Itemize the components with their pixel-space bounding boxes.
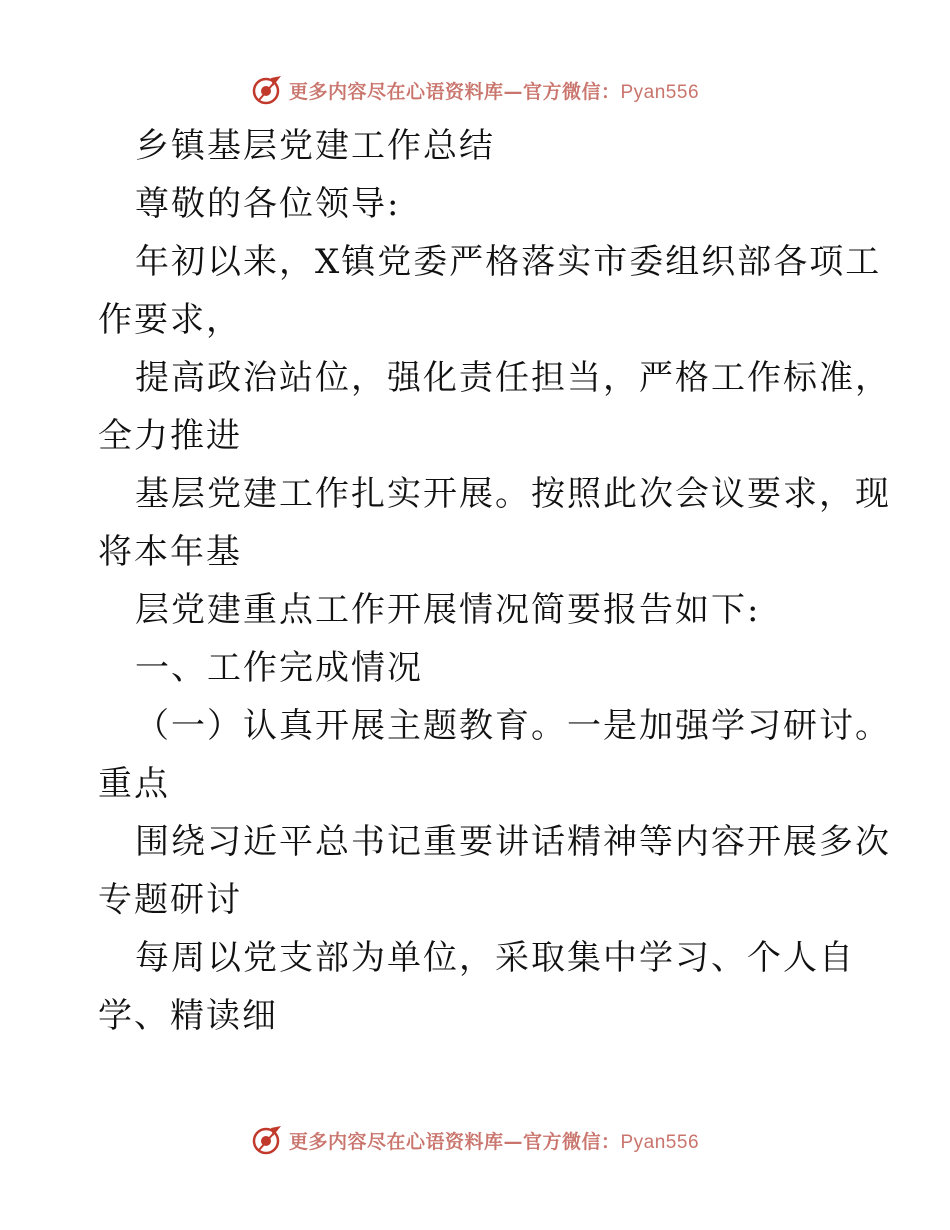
continuation-line: 学、精读细 <box>98 996 278 1036</box>
paragraph-line: 提高政治站位，强化责任担当，严格工作标准， <box>135 358 891 398</box>
continuation-line: 重点 <box>98 764 170 804</box>
continuation-line: 将本年基 <box>98 532 242 572</box>
paragraph-line: 基层党建工作扎实开展。按照此次会议要求，现 <box>135 474 891 514</box>
watermark-header <box>0 70 950 110</box>
watermark-text: 更多内容尽在心语资料库—官方微信：Pyan556 <box>288 80 700 103</box>
watermark-text: 更多内容尽在心语资料库—官方微信：Pyan556 <box>288 1130 700 1153</box>
continuation-line: 作要求， <box>98 300 242 340</box>
continuation-line: 专题研讨 <box>98 880 242 920</box>
paragraph-line: 每周以党支部为单位，采取集中学习、个人自 <box>135 938 855 978</box>
quill-logo-icon <box>251 74 283 106</box>
quill-logo-icon <box>251 1124 283 1156</box>
paragraph-line: 乡镇基层党建工作总结 <box>135 126 495 166</box>
paragraph-line: 尊敬的各位领导: <box>135 184 401 224</box>
paragraph-line: （一）认真开展主题教育。一是加强学习研讨。 <box>135 706 891 746</box>
watermark-footer <box>0 1120 950 1160</box>
paragraph-line: 围绕习近平总书记重要讲话精神等内容开展多次 <box>135 822 891 862</box>
document-body <box>98 117 891 1045</box>
paragraph-line: 年初以来，X镇党委严格落实市委组织部各项工 <box>135 242 882 282</box>
paragraph-line: 层党建重点工作开展情况简要报告如下: <box>135 590 761 630</box>
continuation-line: 全力推进 <box>98 416 242 456</box>
paragraph-line: 一、工作完成情况 <box>135 648 423 688</box>
